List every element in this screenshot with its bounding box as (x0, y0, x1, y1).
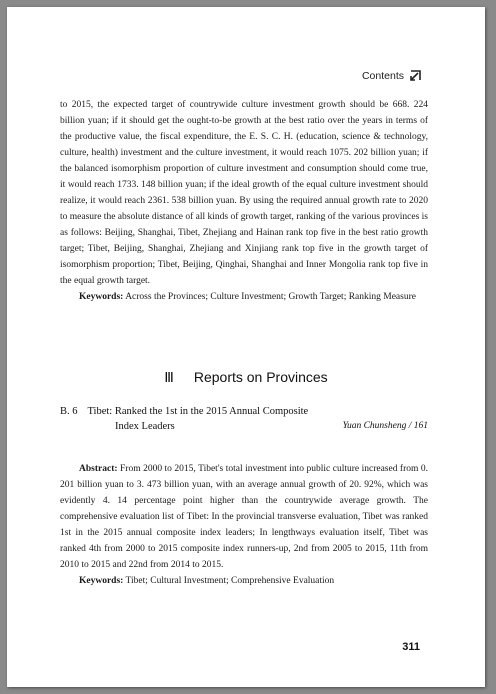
report-number: B. 6 (60, 406, 78, 417)
keywords-label: Keywords: (79, 292, 124, 302)
part-numeral: Ⅲ (164, 371, 174, 386)
keywords-paragraph (60, 289, 428, 305)
report-keywords-paragraph (60, 573, 428, 589)
part-heading (7, 369, 485, 387)
corner-arrow-icon (409, 70, 421, 82)
section-label: Contents (361, 70, 404, 82)
report-keywords-label: Keywords: (79, 576, 124, 586)
abstract-text: to 2015, the expected target of countrywide culture investment growth should be 668. 224 billion yuan; if it should get the ought-to-be growth at the best ratio over the years in terms of the productive value, the fiscal expenditure, the E. S. C. H. (education, science & technology, culture, health) investment and the culture investment, it would reach 1075. 202 billion yuan; if the balanced isomorphism proportion of culture investment and consumption should come true, it would reach 1733. 148 billion yuan; if the ideal growth of the equal culture investment should realize, it would reach 2361. 538 billion yuan. By using the required annual growth rate to 2020 to measure the absolute distance of all kinds of growth target, ranking of the various provinces is as follows: Beijing, Shanghai, Tibet, Zhejiang and Hainan rank top five in the best ratio growth target; Tibet, Beijing, Shanghai, Zhejiang and Xinjiang rank top five in the growth target of isomorphism proportion; Tibet, Beijing, Qinghai, Shanghai and Inner Mongolia rank top five in the equal growth target. (60, 100, 428, 286)
page-number: 311 (402, 641, 420, 653)
keywords-text: Across the Provinces; Culture Investment; Growth Target; Ranking Measure (125, 292, 416, 302)
report-title-continued: Index Leaders (115, 421, 175, 432)
book-page (7, 7, 485, 687)
abstract-continued (60, 97, 428, 305)
report-title: Tibet: Ranked the 1st in the 2015 Annual Composite (87, 406, 309, 417)
abstract-label: Abstract: (79, 464, 118, 474)
report-entry (60, 406, 428, 432)
part-title: Reports on Provinces (193, 369, 328, 385)
report-abstract-text: From 2000 to 2015, Tibet's total investment into public culture increased from 0. 201 billion yuan to 3. 473 billion yuan, with an average annual growth of 20. 92%, which was evidently 4. 14 percentage point higher than the countrywide average growth. The comprehensive evaluation list of Tibet: In the provincial transverse evaluation, Tibet was ranked 1st in the 2015 annual composite index leaders; In lengthways evaluation itself, Tibet was ranked 4th from 2000 to 2015 composite index runners-up, 2nd from 2005 to 2015, 11th from 2010 to 2015 and 22nd from 2014 to 2015. (60, 464, 429, 570)
running-header (362, 70, 421, 82)
report-abstract (60, 461, 428, 589)
report-keywords-text: Tibet; Cultural Investment; Comprehensive Evaluation (125, 576, 335, 586)
report-abstract-paragraph (60, 461, 428, 573)
author-page: Yuan Chunsheng / 161 (342, 421, 428, 431)
